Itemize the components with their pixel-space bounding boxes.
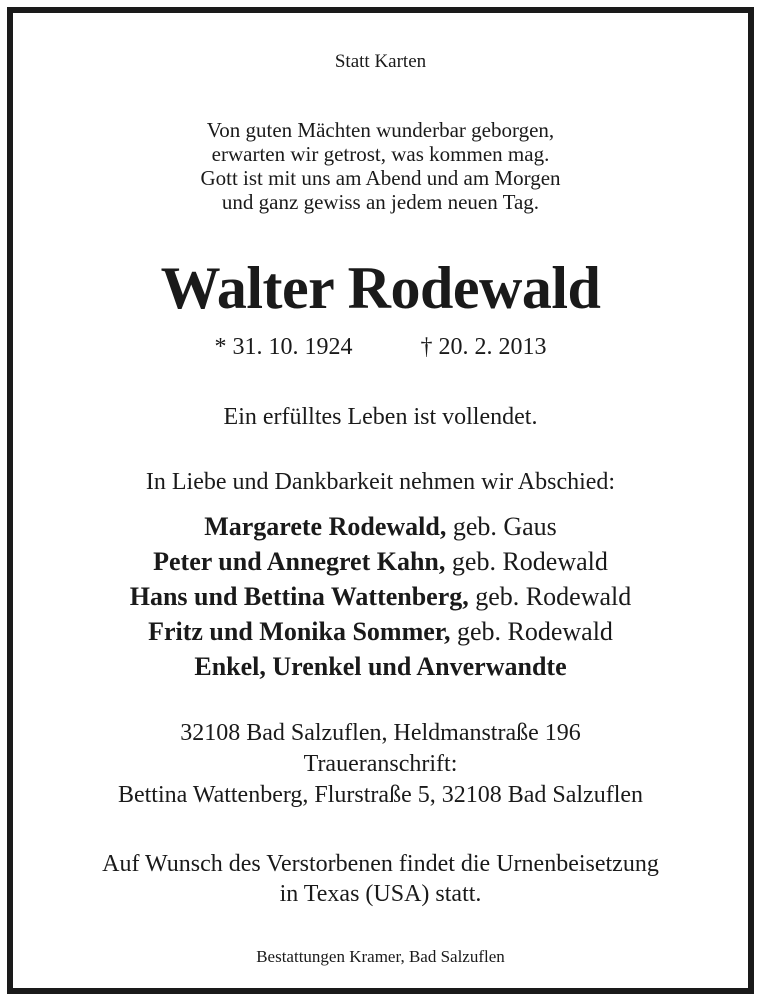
- fulfilled-life-text: Ein erfülltes Leben ist vollendet.: [223, 404, 538, 430]
- statt-karten-heading: Statt Karten: [334, 51, 427, 72]
- family-member-name: Fritz und Monika Sommer,: [148, 617, 451, 646]
- poem-line: Gott ist mit uns am Abend und am Morgen: [200, 166, 561, 190]
- family-member: [13, 649, 748, 684]
- family-member: [13, 544, 748, 579]
- undertaker: Bestattungen Kramer, Bad Salzuflen: [256, 947, 505, 966]
- family-member-name: Hans und Bettina Wattenberg,: [129, 582, 469, 611]
- home-address: 32108 Bad Salzuflen, Heldmanstraße 196: [180, 720, 581, 746]
- mourning-address: Bettina Wattenberg, Flurstraße 5, 32108 Bad Salzuflen: [117, 782, 644, 808]
- notice-line: in Texas (USA) statt.: [279, 881, 482, 907]
- mourning-address-label: Traueranschrift:: [303, 751, 458, 777]
- family-member-suffix: geb. Rodewald: [456, 617, 613, 646]
- life-dates: [13, 333, 748, 361]
- birth-date: * 31. 10. 1924: [214, 334, 353, 360]
- poem: [13, 118, 748, 214]
- family-list: [13, 509, 748, 684]
- deceased-name: Walter Rodewald: [160, 255, 601, 321]
- poem-line: und ganz gewiss an jedem neuen Tag.: [221, 190, 540, 214]
- family-member-suffix: geb. Rodewald: [475, 582, 632, 611]
- address-block: [13, 718, 748, 811]
- notice-line: Auf Wunsch des Verstorbenen findet die Urnenbeisetzung: [102, 851, 659, 877]
- family-member-name: Peter und Annegret Kahn,: [153, 547, 446, 576]
- poem-line: erwarten wir getrost, was kommen mag.: [211, 142, 550, 166]
- family-member-suffix: geb. Gaus: [452, 512, 557, 541]
- family-member-suffix: geb. Rodewald: [451, 547, 608, 576]
- burial-notice: [13, 849, 748, 909]
- family-member: [13, 579, 748, 614]
- obituary-frame: [7, 7, 754, 994]
- death-date: † 20. 2. 2013: [420, 334, 547, 360]
- family-member: [13, 614, 748, 649]
- poem-line: Von guten Mächten wunderbar geborgen,: [206, 118, 555, 142]
- farewell-intro: In Liebe und Dankbarkeit nehmen wir Abschied:: [145, 469, 616, 495]
- family-member-name: Margarete Rodewald,: [204, 512, 447, 541]
- family-member: [13, 509, 748, 544]
- family-member-name: Enkel, Urenkel und Anverwandte: [194, 652, 567, 681]
